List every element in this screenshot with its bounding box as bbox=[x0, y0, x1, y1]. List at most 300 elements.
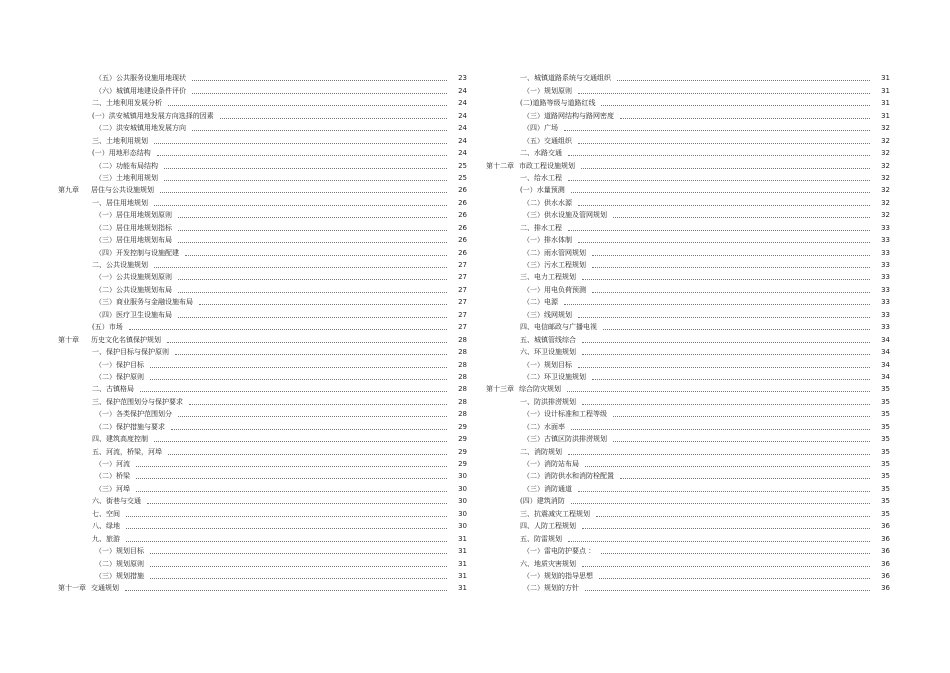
toc-page-number: 31 bbox=[881, 111, 890, 120]
toc-entry[interactable] bbox=[58, 519, 467, 531]
toc-entry[interactable] bbox=[486, 183, 890, 195]
toc-entry-label: （二）功能布局结构 bbox=[95, 161, 158, 170]
toc-entry[interactable] bbox=[58, 457, 467, 469]
toc-entry-label: (一）用地形态结构 bbox=[92, 149, 151, 158]
toc-entry[interactable] bbox=[486, 307, 890, 319]
toc-entry-label: （一）规划目标 bbox=[523, 360, 572, 369]
toc-entry[interactable] bbox=[58, 494, 467, 506]
toc-entry-label: （三）居住用地规划布局 bbox=[95, 236, 172, 245]
toc-entry-label: 八、绿地 bbox=[92, 522, 120, 531]
toc-entry-title bbox=[58, 410, 172, 419]
toc-entry-title bbox=[58, 124, 186, 133]
toc-entry-title bbox=[486, 236, 572, 245]
toc-entry[interactable] bbox=[58, 71, 467, 83]
dot-leader bbox=[592, 292, 870, 293]
dot-leader bbox=[171, 429, 447, 430]
dot-leader bbox=[157, 155, 447, 156]
toc-entry[interactable] bbox=[486, 481, 890, 493]
dot-leader bbox=[578, 242, 870, 243]
toc-page-number: 25 bbox=[458, 161, 467, 170]
dot-leader bbox=[581, 168, 870, 169]
toc-page-number: 33 bbox=[881, 323, 890, 332]
toc-page-number: 34 bbox=[881, 360, 890, 369]
toc-entry-label: （三）供水设施及管网规划 bbox=[523, 211, 607, 220]
toc-entry-title bbox=[58, 348, 169, 357]
toc-page-number: 31 bbox=[881, 74, 890, 83]
toc-entry-title bbox=[58, 497, 141, 506]
toc-entry[interactable] bbox=[486, 469, 890, 481]
toc-page-number: 34 bbox=[881, 335, 890, 344]
toc-entry[interactable] bbox=[486, 258, 890, 270]
dot-leader bbox=[168, 105, 447, 106]
toc-entry[interactable] bbox=[58, 146, 467, 158]
toc-page-number: 29 bbox=[458, 422, 467, 431]
toc-entry[interactable] bbox=[58, 569, 467, 581]
toc-entry[interactable] bbox=[486, 332, 890, 344]
dot-leader bbox=[126, 528, 447, 529]
toc-entry[interactable] bbox=[486, 108, 890, 120]
toc-entry[interactable] bbox=[486, 270, 890, 282]
toc-entry-title bbox=[58, 423, 165, 432]
toc-entry-label: 四、建筑高度控制 bbox=[92, 435, 148, 444]
dot-leader bbox=[178, 279, 447, 280]
toc-entry[interactable] bbox=[486, 195, 890, 207]
toc-entry[interactable] bbox=[486, 519, 890, 531]
toc-entry[interactable] bbox=[486, 220, 890, 232]
toc-entry-title bbox=[486, 547, 595, 556]
toc-entry-label: （三）线网规划 bbox=[523, 310, 572, 319]
dot-leader bbox=[613, 441, 870, 442]
dot-leader bbox=[582, 566, 870, 567]
toc-page-number: 25 bbox=[458, 173, 467, 182]
toc-entry-title bbox=[486, 286, 586, 295]
dot-leader bbox=[220, 118, 447, 119]
toc-entry[interactable] bbox=[486, 370, 890, 382]
toc-entry-label: 六、街巷与交通 bbox=[92, 497, 141, 506]
toc-entry[interactable] bbox=[58, 394, 467, 406]
dot-leader bbox=[150, 566, 447, 567]
toc-page-number: 35 bbox=[881, 410, 890, 419]
dot-leader bbox=[199, 304, 447, 305]
toc-entry-label: 一、给水工程 bbox=[520, 173, 562, 182]
toc-page-number: 33 bbox=[881, 261, 890, 269]
toc-entry-label: （三）规划措施 bbox=[95, 571, 144, 580]
toc-page-number: 26 bbox=[458, 236, 467, 245]
toc-entry-label: （二）电源 bbox=[523, 298, 558, 307]
toc-entry[interactable] bbox=[58, 407, 467, 419]
dot-leader bbox=[568, 155, 870, 156]
toc-entry-title bbox=[58, 373, 144, 382]
toc-entry-title bbox=[58, 211, 172, 220]
toc-entry[interactable] bbox=[58, 295, 467, 307]
toc-entry-label: （一）排水体制 bbox=[523, 236, 572, 245]
dot-leader bbox=[154, 267, 447, 268]
toc-entry[interactable] bbox=[486, 419, 890, 431]
toc-entry-title bbox=[486, 174, 562, 183]
toc-entry-title bbox=[486, 311, 572, 320]
toc-entry[interactable] bbox=[486, 432, 890, 444]
dot-leader bbox=[585, 590, 870, 591]
toc-entry[interactable] bbox=[58, 195, 467, 207]
toc-entry-title bbox=[486, 149, 562, 158]
toc-entry-title bbox=[58, 236, 172, 245]
toc-entry-label: 六、环卫设施规划 bbox=[520, 348, 576, 357]
toc-entry[interactable] bbox=[486, 494, 890, 506]
toc-page-number: 26 bbox=[458, 211, 467, 220]
toc-entry[interactable] bbox=[486, 345, 890, 357]
toc-page-number: 31 bbox=[458, 547, 467, 556]
toc-page-number: 30 bbox=[458, 509, 467, 518]
toc-entry-label: （二）消防供水和消防栓配置 bbox=[523, 472, 614, 481]
toc-entry[interactable] bbox=[58, 83, 467, 95]
toc-entry-label: 二、水路交通 bbox=[520, 149, 562, 158]
toc-entry-label: 一、居住用地规划 bbox=[92, 198, 148, 207]
toc-entry[interactable] bbox=[58, 233, 467, 245]
toc-entry[interactable] bbox=[486, 295, 890, 307]
toc-entry[interactable] bbox=[486, 394, 890, 406]
toc-entry-title bbox=[486, 261, 586, 270]
toc-page-number: 24 bbox=[458, 99, 467, 108]
toc-page-number: 26 bbox=[458, 248, 467, 257]
toc-entry[interactable] bbox=[486, 208, 890, 220]
toc-entry[interactable] bbox=[58, 382, 467, 394]
dot-leader bbox=[582, 354, 870, 355]
toc-entry-title bbox=[486, 323, 597, 332]
toc-entry-title bbox=[58, 137, 148, 146]
toc-page-number: 35 bbox=[881, 460, 890, 468]
toc-entry[interactable] bbox=[58, 370, 467, 382]
toc-page-number: 32 bbox=[881, 124, 890, 133]
chapter-number: 第十一章 bbox=[58, 584, 86, 593]
toc-entry-title bbox=[486, 74, 611, 83]
toc-entry[interactable] bbox=[486, 282, 890, 294]
toc-chapter-entry[interactable] bbox=[486, 382, 890, 394]
toc-entry-label: 四、电信邮政与广播电视 bbox=[520, 323, 597, 332]
toc-entry-label: （一）河流 bbox=[95, 460, 130, 468]
toc-entry-title bbox=[486, 99, 595, 108]
toc-entry[interactable] bbox=[486, 83, 890, 95]
toc-entry-title bbox=[486, 137, 572, 146]
toc-entry-label: (二)道路等级与道路红线 bbox=[520, 99, 596, 108]
dot-leader bbox=[164, 168, 447, 169]
toc-entry[interactable] bbox=[486, 320, 890, 332]
toc-entry-title bbox=[486, 211, 607, 220]
toc-page-number: 29 bbox=[458, 447, 467, 456]
dot-leader bbox=[178, 230, 447, 231]
dot-leader bbox=[140, 391, 447, 392]
dot-leader bbox=[571, 192, 870, 193]
toc-entry[interactable] bbox=[486, 96, 890, 108]
toc-entry-title bbox=[486, 162, 575, 171]
toc-entry[interactable] bbox=[486, 171, 890, 183]
chapter-number: 第十三章 bbox=[486, 385, 514, 394]
toc-entry-label: 交通规划 bbox=[91, 584, 119, 593]
toc-page-number: 27 bbox=[458, 285, 467, 294]
toc-entry[interactable] bbox=[58, 444, 467, 456]
toc-entry[interactable] bbox=[58, 282, 467, 294]
toc-entry[interactable] bbox=[58, 121, 467, 133]
dot-leader bbox=[620, 478, 870, 479]
toc-page-number: 34 bbox=[881, 372, 890, 381]
toc-entry[interactable] bbox=[58, 220, 467, 232]
toc-entry[interactable] bbox=[58, 208, 467, 220]
toc-page-number: 28 bbox=[458, 372, 467, 381]
toc-page-number: 27 bbox=[458, 273, 467, 282]
toc-page-number: 30 bbox=[458, 484, 467, 493]
dot-leader bbox=[568, 230, 870, 231]
dot-leader bbox=[192, 130, 447, 131]
dot-leader bbox=[582, 404, 870, 405]
toc-entry[interactable] bbox=[58, 171, 467, 183]
toc-chapter-entry[interactable] bbox=[486, 158, 890, 170]
dot-leader bbox=[578, 143, 870, 144]
toc-entry-label: （一）设计标准和工程等级 bbox=[523, 410, 607, 419]
toc-entry-title bbox=[486, 410, 607, 419]
dot-leader bbox=[613, 217, 870, 218]
toc-entry[interactable] bbox=[58, 96, 467, 108]
toc-entry-title bbox=[486, 273, 576, 282]
toc-entry-label: 二、排水工程 bbox=[520, 223, 562, 232]
toc-entry-title bbox=[58, 584, 119, 593]
toc-entry-title bbox=[58, 522, 120, 531]
dot-leader bbox=[582, 342, 870, 343]
toc-page-number: 35 bbox=[881, 385, 890, 394]
toc-entry[interactable] bbox=[58, 270, 467, 282]
toc-entry-title bbox=[58, 535, 120, 544]
toc-entry-title bbox=[58, 336, 161, 345]
toc-entry-title bbox=[486, 448, 562, 457]
dot-leader bbox=[617, 80, 870, 81]
toc-entry-title bbox=[58, 361, 144, 370]
toc-entry[interactable] bbox=[486, 544, 890, 556]
toc-page-number: 24 bbox=[458, 124, 467, 133]
toc-page-number: 24 bbox=[458, 111, 467, 120]
toc-entry-title bbox=[58, 460, 130, 469]
toc-entry[interactable] bbox=[486, 357, 890, 369]
dot-leader bbox=[596, 516, 870, 517]
toc-page-number: 30 bbox=[458, 472, 467, 481]
dot-leader bbox=[564, 130, 870, 131]
toc-entry[interactable] bbox=[58, 108, 467, 120]
toc-entry-title bbox=[58, 261, 148, 270]
dot-leader bbox=[620, 118, 870, 119]
toc-entry-label: （二）环卫设施规划 bbox=[523, 372, 586, 381]
toc-entry-label: 市政工程设施规划 bbox=[519, 161, 575, 170]
toc-entry[interactable] bbox=[486, 71, 890, 83]
toc-entry-title bbox=[486, 224, 562, 233]
toc-entry[interactable] bbox=[486, 407, 890, 419]
toc-entry-label: （四）医疗卫生设施布局 bbox=[95, 310, 172, 319]
toc-page-number: 31 bbox=[458, 559, 467, 568]
toc-entry-label: （一）用电负荷预测 bbox=[523, 285, 586, 294]
dot-leader bbox=[578, 93, 870, 94]
toc-entry[interactable] bbox=[58, 357, 467, 369]
toc-entry-label: 二、消防规划 bbox=[520, 447, 562, 456]
toc-entry-title bbox=[486, 423, 565, 432]
toc-page-number: 35 bbox=[881, 472, 890, 481]
toc-entry-label: (一）洪安城镇用地发展方向选择的因素 bbox=[92, 111, 214, 120]
toc-entry-label: （一）居住用地规划原则 bbox=[95, 211, 172, 220]
toc-entry[interactable] bbox=[486, 506, 890, 518]
dot-leader bbox=[599, 578, 870, 579]
toc-entry-title bbox=[58, 560, 144, 569]
toc-entry[interactable] bbox=[58, 556, 467, 568]
toc-entry[interactable] bbox=[58, 469, 467, 481]
toc-entry[interactable] bbox=[58, 307, 467, 319]
toc-page-number: 26 bbox=[458, 198, 467, 207]
toc-chapter-entry[interactable] bbox=[58, 183, 467, 195]
toc-entry-title bbox=[486, 510, 590, 519]
toc-chapter-entry[interactable] bbox=[58, 581, 467, 593]
dot-leader bbox=[178, 217, 447, 218]
dot-leader bbox=[571, 429, 870, 430]
toc-entry-label: 五、河流，桥梁，河埠 bbox=[92, 447, 162, 456]
toc-entry[interactable] bbox=[58, 158, 467, 170]
dot-leader bbox=[126, 541, 447, 542]
dot-leader bbox=[578, 367, 870, 368]
toc-entry-label: (一）水量预测 bbox=[520, 186, 565, 195]
toc-page-number: 36 bbox=[881, 559, 890, 568]
toc-entry-title bbox=[486, 87, 572, 96]
dot-leader bbox=[613, 416, 870, 417]
toc-entry[interactable] bbox=[486, 531, 890, 543]
toc-entry[interactable] bbox=[486, 457, 890, 469]
toc-entry-title bbox=[486, 435, 607, 444]
toc-page-number: 33 bbox=[881, 248, 890, 257]
dot-leader bbox=[592, 379, 870, 380]
toc-page-number: 31 bbox=[881, 99, 890, 108]
toc-page-number: 27 bbox=[458, 323, 467, 332]
toc-right-column bbox=[486, 71, 890, 593]
dot-leader bbox=[568, 180, 870, 181]
toc-entry-title bbox=[486, 124, 558, 133]
toc-entry-label: 一、城镇道路系统与交通组织 bbox=[520, 74, 611, 83]
toc-entry[interactable] bbox=[486, 556, 890, 568]
toc-page-number: 31 bbox=[458, 534, 467, 543]
toc-entry-title bbox=[486, 560, 576, 569]
toc-page-number: 28 bbox=[458, 335, 467, 344]
toc-entry-label: （一）消防站布局 bbox=[523, 460, 579, 468]
dot-leader bbox=[567, 391, 870, 392]
toc-entry[interactable] bbox=[486, 233, 890, 245]
toc-page-number: 33 bbox=[881, 310, 890, 319]
toc-entry-title bbox=[58, 510, 120, 519]
toc-entry-label: 三、土地利用规划 bbox=[92, 136, 148, 145]
toc-entry-label: （三）商业服务与金融设施布局 bbox=[95, 298, 193, 307]
toc-entry[interactable] bbox=[58, 245, 467, 257]
toc-entry[interactable] bbox=[486, 245, 890, 257]
toc-entry-label: （二）洪安城镇用地发展方向 bbox=[95, 124, 186, 133]
toc-page-number: 24 bbox=[458, 149, 467, 158]
dot-leader bbox=[178, 317, 447, 318]
toc-entry[interactable] bbox=[58, 481, 467, 493]
toc-entry[interactable] bbox=[58, 506, 467, 518]
toc-chapter-entry[interactable] bbox=[58, 332, 467, 344]
toc-entry-title bbox=[58, 149, 151, 158]
toc-entry-title bbox=[58, 273, 172, 282]
toc-entry-title bbox=[486, 199, 572, 208]
dot-leader bbox=[578, 491, 870, 492]
dot-leader bbox=[582, 528, 870, 529]
toc-entry-title bbox=[486, 336, 576, 345]
toc-entry-label: （三）古镇区防洪排涝规划 bbox=[523, 435, 607, 444]
toc-entry[interactable] bbox=[486, 121, 890, 133]
toc-entry-label: 三、保护范围划分与保护要求 bbox=[92, 397, 183, 406]
toc-entry-title bbox=[58, 298, 193, 307]
dot-leader bbox=[175, 354, 447, 355]
toc-entry-title bbox=[486, 348, 576, 357]
toc-entry[interactable] bbox=[58, 133, 467, 145]
toc-page-number: 32 bbox=[881, 149, 890, 158]
toc-entry-label: （三）河埠 bbox=[95, 484, 130, 493]
dot-leader bbox=[578, 317, 870, 318]
toc-entry[interactable] bbox=[486, 581, 890, 593]
toc-entry-label: 居住与公共设施规划 bbox=[91, 186, 154, 195]
toc-entry[interactable] bbox=[58, 258, 467, 270]
toc-entry-title bbox=[58, 435, 148, 444]
toc-entry-label: （四）广场 bbox=[523, 124, 558, 133]
toc-entry[interactable] bbox=[58, 345, 467, 357]
toc-entry-label: （二）规划原则 bbox=[95, 559, 144, 568]
toc-entry-title bbox=[486, 460, 579, 469]
toc-page-number: 36 bbox=[881, 571, 890, 580]
toc-entry[interactable] bbox=[486, 146, 890, 158]
toc-page-number: 31 bbox=[458, 571, 467, 580]
toc-page-number: 32 bbox=[881, 198, 890, 207]
dot-leader bbox=[160, 192, 447, 193]
toc-entry[interactable] bbox=[486, 569, 890, 581]
toc-page-number: 35 bbox=[881, 509, 890, 518]
dot-leader bbox=[192, 80, 447, 81]
toc-entry[interactable] bbox=[58, 432, 467, 444]
toc-entry-label: （一）规划的指导思想 bbox=[523, 571, 593, 580]
toc-entry-label: 九、旅游 bbox=[92, 534, 120, 543]
toc-page-number: 32 bbox=[881, 161, 890, 170]
toc-entry[interactable] bbox=[58, 531, 467, 543]
toc-page-number: 27 bbox=[458, 310, 467, 319]
toc-entry-label: 二、土地利用发展分析 bbox=[92, 99, 162, 108]
toc-entry-label: 三、抗震减灾工程规划 bbox=[520, 509, 590, 518]
toc-entry[interactable] bbox=[486, 133, 890, 145]
toc-entry[interactable] bbox=[58, 544, 467, 556]
toc-entry-label: 四、人防工程规划 bbox=[520, 522, 576, 531]
dot-leader bbox=[192, 93, 447, 94]
toc-page-number: 33 bbox=[881, 285, 890, 294]
toc-entry[interactable] bbox=[58, 320, 467, 332]
toc-page-number: 35 bbox=[881, 397, 890, 406]
toc-entry-title bbox=[58, 87, 186, 96]
toc-entry-label: 历史文化名镇保护规划 bbox=[91, 335, 161, 344]
toc-entry[interactable] bbox=[58, 419, 467, 431]
dot-leader bbox=[564, 304, 870, 305]
toc-entry-label: 二、公共设施规划 bbox=[92, 261, 148, 269]
toc-entry-title bbox=[486, 373, 586, 382]
toc-entry[interactable] bbox=[486, 444, 890, 456]
toc-entry-title bbox=[58, 224, 172, 233]
dot-leader bbox=[150, 553, 447, 554]
dot-leader bbox=[154, 441, 447, 442]
toc-page-number: 35 bbox=[881, 422, 890, 431]
toc-entry-title bbox=[58, 385, 134, 394]
toc-entry-label: （六）城镇用地建设条件评价 bbox=[95, 86, 186, 95]
toc-page-number: 28 bbox=[458, 397, 467, 406]
toc-entry-title bbox=[486, 522, 576, 531]
dot-leader bbox=[125, 590, 447, 591]
toc-page-number: 29 bbox=[458, 435, 467, 444]
toc-page-number: 30 bbox=[458, 522, 467, 531]
toc-page-number: 23 bbox=[458, 74, 467, 83]
toc-entry-title bbox=[58, 485, 130, 494]
